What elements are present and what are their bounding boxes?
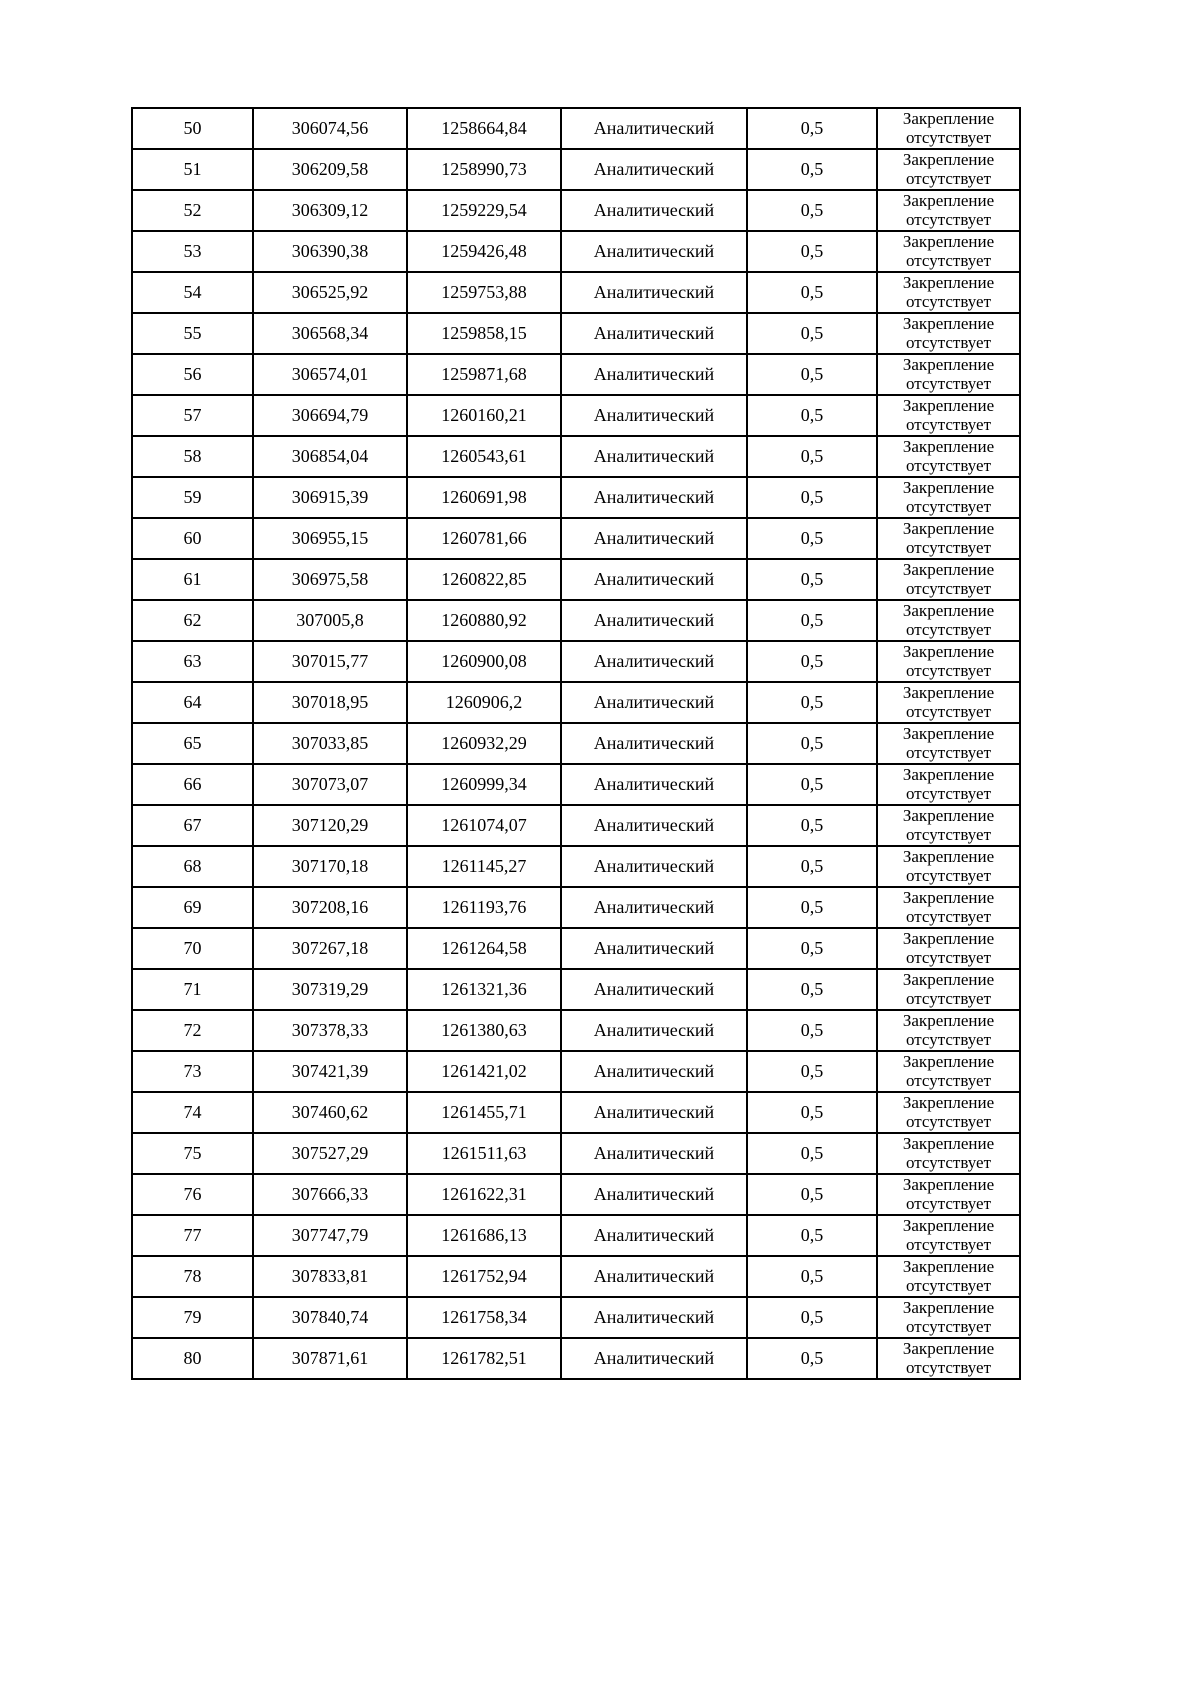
- cell-coord-x: 306074,56: [253, 108, 407, 149]
- cell-method: Аналитический: [561, 1338, 747, 1379]
- table-row: [132, 1133, 1020, 1174]
- cell-coord-x: 307666,33: [253, 1174, 407, 1215]
- cell-note: Закрепление отсутствует: [877, 313, 1020, 354]
- table-row: [132, 969, 1020, 1010]
- table-row: [132, 600, 1020, 641]
- cell-coord-y: 1260691,98: [407, 477, 561, 518]
- cell-point-number: 77: [132, 1215, 253, 1256]
- cell-coord-y: 1261622,31: [407, 1174, 561, 1215]
- cell-accuracy: 0,5: [747, 1256, 877, 1297]
- cell-accuracy: 0,5: [747, 1051, 877, 1092]
- cell-coord-x: 307170,18: [253, 846, 407, 887]
- cell-note: Закрепление отсутствует: [877, 1051, 1020, 1092]
- cell-point-number: 71: [132, 969, 253, 1010]
- cell-accuracy: 0,5: [747, 1215, 877, 1256]
- cell-point-number: 56: [132, 354, 253, 395]
- cell-coord-x: 307747,79: [253, 1215, 407, 1256]
- cell-point-number: 72: [132, 1010, 253, 1051]
- cell-coord-x: 306694,79: [253, 395, 407, 436]
- cell-note: Закрепление отсутствует: [877, 764, 1020, 805]
- cell-accuracy: 0,5: [747, 887, 877, 928]
- table-row: [132, 395, 1020, 436]
- cell-point-number: 76: [132, 1174, 253, 1215]
- cell-point-number: 69: [132, 887, 253, 928]
- table-row: [132, 805, 1020, 846]
- cell-coord-y: 1260880,92: [407, 600, 561, 641]
- cell-point-number: 57: [132, 395, 253, 436]
- cell-accuracy: 0,5: [747, 723, 877, 764]
- cell-point-number: 74: [132, 1092, 253, 1133]
- cell-accuracy: 0,5: [747, 477, 877, 518]
- cell-coord-x: 307208,16: [253, 887, 407, 928]
- cell-coord-y: 1261145,27: [407, 846, 561, 887]
- cell-coord-x: 307840,74: [253, 1297, 407, 1338]
- cell-accuracy: 0,5: [747, 805, 877, 846]
- cell-accuracy: 0,5: [747, 969, 877, 1010]
- cell-coord-x: 307460,62: [253, 1092, 407, 1133]
- cell-point-number: 53: [132, 231, 253, 272]
- cell-coord-x: 306525,92: [253, 272, 407, 313]
- cell-method: Аналитический: [561, 764, 747, 805]
- table-row: [132, 436, 1020, 477]
- cell-coord-y: 1260543,61: [407, 436, 561, 477]
- cell-coord-y: 1260932,29: [407, 723, 561, 764]
- cell-accuracy: 0,5: [747, 1010, 877, 1051]
- cell-coord-y: 1261511,63: [407, 1133, 561, 1174]
- cell-coord-y: 1261752,94: [407, 1256, 561, 1297]
- cell-coord-y: 1261421,02: [407, 1051, 561, 1092]
- cell-note: Закрепление отсутствует: [877, 149, 1020, 190]
- cell-point-number: 59: [132, 477, 253, 518]
- cell-coord-x: 307871,61: [253, 1338, 407, 1379]
- cell-point-number: 73: [132, 1051, 253, 1092]
- cell-coord-y: 1261264,58: [407, 928, 561, 969]
- cell-accuracy: 0,5: [747, 928, 877, 969]
- cell-method: Аналитический: [561, 928, 747, 969]
- cell-coord-x: 307378,33: [253, 1010, 407, 1051]
- cell-method: Аналитический: [561, 723, 747, 764]
- table-row: [132, 272, 1020, 313]
- table-row: [132, 477, 1020, 518]
- cell-coord-x: 306955,15: [253, 518, 407, 559]
- cell-coord-y: 1261782,51: [407, 1338, 561, 1379]
- cell-coord-y: 1261380,63: [407, 1010, 561, 1051]
- cell-accuracy: 0,5: [747, 1133, 877, 1174]
- table-row: [132, 682, 1020, 723]
- cell-method: Аналитический: [561, 1297, 747, 1338]
- cell-method: Аналитический: [561, 1256, 747, 1297]
- cell-accuracy: 0,5: [747, 846, 877, 887]
- cell-note: Закрепление отсутствует: [877, 436, 1020, 477]
- cell-point-number: 65: [132, 723, 253, 764]
- table-row: [132, 1174, 1020, 1215]
- table-body: [132, 108, 1020, 1379]
- cell-point-number: 62: [132, 600, 253, 641]
- table-row: [132, 641, 1020, 682]
- cell-coord-y: 1261321,36: [407, 969, 561, 1010]
- cell-coord-y: 1260999,34: [407, 764, 561, 805]
- cell-accuracy: 0,5: [747, 682, 877, 723]
- cell-accuracy: 0,5: [747, 313, 877, 354]
- cell-accuracy: 0,5: [747, 1297, 877, 1338]
- cell-accuracy: 0,5: [747, 518, 877, 559]
- cell-note: Закрепление отсутствует: [877, 231, 1020, 272]
- cell-method: Аналитический: [561, 1010, 747, 1051]
- cell-method: Аналитический: [561, 641, 747, 682]
- cell-note: Закрепление отсутствует: [877, 1256, 1020, 1297]
- cell-coord-x: 307033,85: [253, 723, 407, 764]
- cell-accuracy: 0,5: [747, 436, 877, 477]
- cell-coord-x: 306309,12: [253, 190, 407, 231]
- cell-method: Аналитический: [561, 600, 747, 641]
- cell-coord-x: 307421,39: [253, 1051, 407, 1092]
- cell-accuracy: 0,5: [747, 395, 877, 436]
- cell-point-number: 78: [132, 1256, 253, 1297]
- cell-method: Аналитический: [561, 190, 747, 231]
- cell-note: Закрепление отсутствует: [877, 1092, 1020, 1133]
- table-row: [132, 1215, 1020, 1256]
- cell-method: Аналитический: [561, 887, 747, 928]
- cell-coord-y: 1259871,68: [407, 354, 561, 395]
- cell-point-number: 75: [132, 1133, 253, 1174]
- table-row: [132, 1297, 1020, 1338]
- cell-coord-y: 1259229,54: [407, 190, 561, 231]
- table-row: [132, 1051, 1020, 1092]
- cell-accuracy: 0,5: [747, 600, 877, 641]
- cell-note: Закрепление отсутствует: [877, 477, 1020, 518]
- cell-note: Закрепление отсутствует: [877, 887, 1020, 928]
- cell-method: Аналитический: [561, 108, 747, 149]
- cell-coord-x: 307120,29: [253, 805, 407, 846]
- cell-note: Закрепление отсутствует: [877, 272, 1020, 313]
- cell-accuracy: 0,5: [747, 1338, 877, 1379]
- cell-accuracy: 0,5: [747, 559, 877, 600]
- cell-coord-x: 307073,07: [253, 764, 407, 805]
- cell-note: Закрепление отсутствует: [877, 1338, 1020, 1379]
- cell-accuracy: 0,5: [747, 190, 877, 231]
- table-row: [132, 518, 1020, 559]
- cell-coord-x: 306915,39: [253, 477, 407, 518]
- cell-point-number: 80: [132, 1338, 253, 1379]
- cell-note: Закрепление отсутствует: [877, 518, 1020, 559]
- cell-method: Аналитический: [561, 395, 747, 436]
- cell-point-number: 55: [132, 313, 253, 354]
- cell-coord-x: 307833,81: [253, 1256, 407, 1297]
- cell-point-number: 64: [132, 682, 253, 723]
- cell-note: Закрепление отсутствует: [877, 1297, 1020, 1338]
- cell-point-number: 60: [132, 518, 253, 559]
- cell-method: Аналитический: [561, 559, 747, 600]
- cell-method: Аналитический: [561, 805, 747, 846]
- cell-note: Закрепление отсутствует: [877, 846, 1020, 887]
- cell-coord-x: 306854,04: [253, 436, 407, 477]
- cell-coord-y: 1260906,2: [407, 682, 561, 723]
- cell-note: Закрепление отсутствует: [877, 1010, 1020, 1051]
- cell-coord-y: 1260900,08: [407, 641, 561, 682]
- cell-note: Закрепление отсутствует: [877, 682, 1020, 723]
- cell-note: Закрепление отсутствует: [877, 354, 1020, 395]
- cell-note: Закрепление отсутствует: [877, 969, 1020, 1010]
- cell-point-number: 51: [132, 149, 253, 190]
- cell-note: Закрепление отсутствует: [877, 395, 1020, 436]
- cell-point-number: 54: [132, 272, 253, 313]
- cell-accuracy: 0,5: [747, 231, 877, 272]
- cell-coord-x: 307267,18: [253, 928, 407, 969]
- cell-coord-y: 1258990,73: [407, 149, 561, 190]
- cell-coord-y: 1260822,85: [407, 559, 561, 600]
- table-row: [132, 1010, 1020, 1051]
- cell-coord-y: 1258664,84: [407, 108, 561, 149]
- cell-note: Закрепление отсутствует: [877, 641, 1020, 682]
- cell-accuracy: 0,5: [747, 272, 877, 313]
- cell-method: Аналитический: [561, 272, 747, 313]
- table-row: [132, 1092, 1020, 1133]
- cell-accuracy: 0,5: [747, 764, 877, 805]
- cell-point-number: 79: [132, 1297, 253, 1338]
- cell-accuracy: 0,5: [747, 641, 877, 682]
- cell-point-number: 52: [132, 190, 253, 231]
- cell-point-number: 70: [132, 928, 253, 969]
- cell-point-number: 50: [132, 108, 253, 149]
- table-row: [132, 313, 1020, 354]
- cell-coord-y: 1259426,48: [407, 231, 561, 272]
- cell-point-number: 67: [132, 805, 253, 846]
- cell-coord-x: 307319,29: [253, 969, 407, 1010]
- cell-method: Аналитический: [561, 436, 747, 477]
- table-row: [132, 928, 1020, 969]
- cell-method: Аналитический: [561, 846, 747, 887]
- cell-method: Аналитический: [561, 354, 747, 395]
- cell-accuracy: 0,5: [747, 149, 877, 190]
- cell-note: Закрепление отсутствует: [877, 559, 1020, 600]
- cell-method: Аналитический: [561, 1174, 747, 1215]
- cell-coord-x: 306975,58: [253, 559, 407, 600]
- table-row: [132, 1256, 1020, 1297]
- table-row: [132, 723, 1020, 764]
- cell-coord-y: 1261455,71: [407, 1092, 561, 1133]
- table-row: [132, 559, 1020, 600]
- cell-coord-x: 306390,38: [253, 231, 407, 272]
- cell-note: Закрепление отсутствует: [877, 805, 1020, 846]
- cell-method: Аналитический: [561, 682, 747, 723]
- cell-coord-x: 306568,34: [253, 313, 407, 354]
- cell-note: Закрепление отсутствует: [877, 723, 1020, 764]
- table-row: [132, 190, 1020, 231]
- cell-accuracy: 0,5: [747, 108, 877, 149]
- cell-method: Аналитический: [561, 1092, 747, 1133]
- cell-method: Аналитический: [561, 969, 747, 1010]
- cell-coord-x: 306209,58: [253, 149, 407, 190]
- cell-point-number: 66: [132, 764, 253, 805]
- cell-method: Аналитический: [561, 1051, 747, 1092]
- cell-coord-y: 1259858,15: [407, 313, 561, 354]
- cell-coord-x: 306574,01: [253, 354, 407, 395]
- cell-method: Аналитический: [561, 149, 747, 190]
- cell-point-number: 63: [132, 641, 253, 682]
- cell-note: Закрепление отсутствует: [877, 108, 1020, 149]
- cell-method: Аналитический: [561, 313, 747, 354]
- cell-point-number: 58: [132, 436, 253, 477]
- cell-method: Аналитический: [561, 1133, 747, 1174]
- cell-note: Закрепление отсутствует: [877, 1215, 1020, 1256]
- cell-coord-x: 307015,77: [253, 641, 407, 682]
- cell-method: Аналитический: [561, 477, 747, 518]
- cell-coord-y: 1259753,88: [407, 272, 561, 313]
- cell-accuracy: 0,5: [747, 1092, 877, 1133]
- cell-note: Закрепление отсутствует: [877, 1133, 1020, 1174]
- cell-coord-y: 1261686,13: [407, 1215, 561, 1256]
- cell-method: Аналитический: [561, 231, 747, 272]
- table-row: [132, 354, 1020, 395]
- cell-point-number: 61: [132, 559, 253, 600]
- table-row: [132, 846, 1020, 887]
- cell-note: Закрепление отсутствует: [877, 600, 1020, 641]
- cell-coord-y: 1261074,07: [407, 805, 561, 846]
- cell-note: Закрепление отсутствует: [877, 1174, 1020, 1215]
- cell-coord-y: 1261758,34: [407, 1297, 561, 1338]
- cell-coord-x: 307527,29: [253, 1133, 407, 1174]
- table-row: [132, 1338, 1020, 1379]
- cell-accuracy: 0,5: [747, 1174, 877, 1215]
- cell-coord-y: 1260160,21: [407, 395, 561, 436]
- table-row: [132, 764, 1020, 805]
- cell-coord-x: 307005,8: [253, 600, 407, 641]
- table-row: [132, 108, 1020, 149]
- cell-note: Закрепление отсутствует: [877, 190, 1020, 231]
- cell-coord-y: 1261193,76: [407, 887, 561, 928]
- cell-note: Закрепление отсутствует: [877, 928, 1020, 969]
- cell-method: Аналитический: [561, 518, 747, 559]
- table-row: [132, 231, 1020, 272]
- cell-method: Аналитический: [561, 1215, 747, 1256]
- cell-point-number: 68: [132, 846, 253, 887]
- table-row: [132, 887, 1020, 928]
- coordinates-table: [131, 107, 1021, 1380]
- cell-accuracy: 0,5: [747, 354, 877, 395]
- table-row: [132, 149, 1020, 190]
- cell-coord-y: 1260781,66: [407, 518, 561, 559]
- cell-coord-x: 307018,95: [253, 682, 407, 723]
